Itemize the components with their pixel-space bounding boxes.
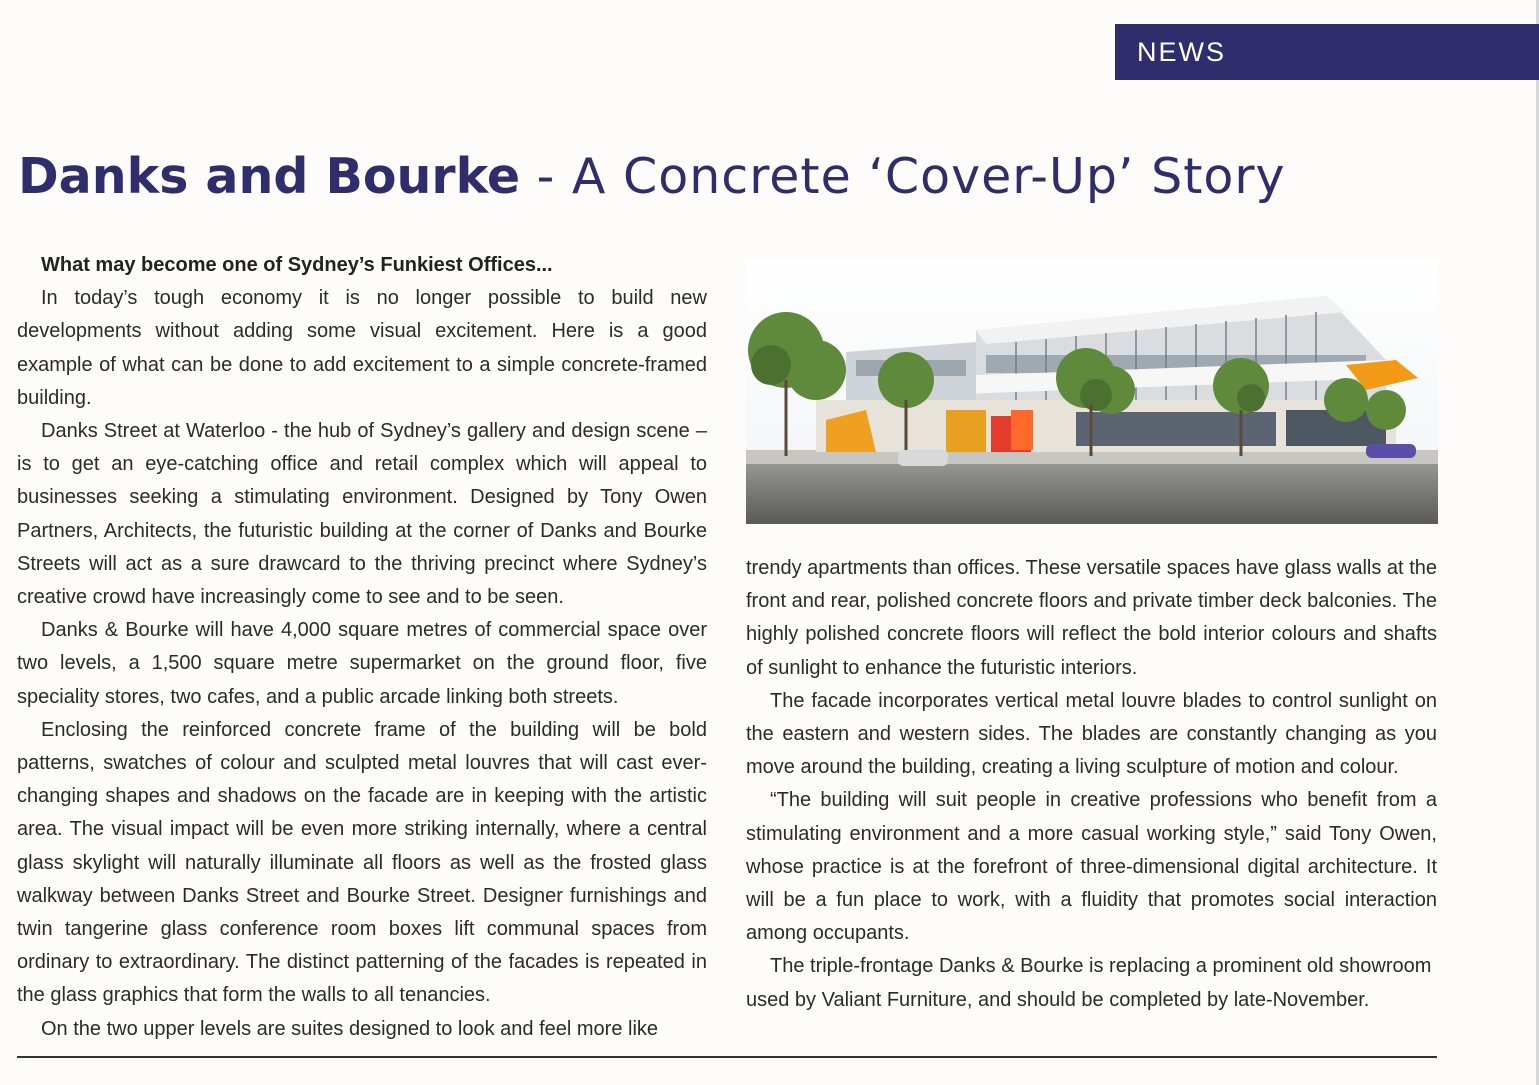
article-paragraph: Danks Street at Waterloo - the hub of Sydney’s gallery and design scene – is to get an eye-catching office and retail complex which will appeal to businesses seeking a stimulating environment. Designed by Tony Owen Partners, Architects, the futuristic building at the corner of Danks and Bourke Streets will act as a sure drawcard to the thriving precinct where Sydney’s creative crowd have increasingly come to see and to be seen. [17,420,707,609]
section-tab-news [1115,24,1539,80]
headline-light: - A Concrete ‘Cover-Up’ Story [520,148,1286,205]
article-paragraph: In today’s tough economy it is no longer possible to build new developments without adding some visual excitement. Here is a good example of what can be done to add excitement to a simple concrete-framed building. [17,287,707,409]
article-column-left [17,249,707,1046]
article-paragraph: “The building will suit people in creative professions who benefit from a stimulating environment and a more casual working style,” said Tony Owen, whose practice is at the forefront of three-dimensional digital architecture. It will be a fun place to work, with a fluidity that promotes social interaction among occupants. [746,789,1437,945]
building-rendering-image [746,260,1438,524]
article-paragraph: On the two upper levels are suites designed to look and feel more like [41,1017,659,1040]
article-paragraph: The facade incorporates vertical metal louvre blades to control sunlight on the eastern and western sides. The blades are constantly changing as you move around the building, creating a living sculpture of motion and colour. [746,689,1437,779]
article-paragraph: The triple-frontage Danks & Bourke is replacing a prominent old showroom used by Valiant Furniture, and should be completed by late-November. [746,955,1432,1011]
article-paragraph: Danks & Bourke will have 4,000 square metres of commercial space over two levels, a 1,500 square metre supermarket on the ground floor, five speciality stores, two cafes, and a public arcade linking both streets. [17,619,707,708]
article-headline [18,148,1458,205]
article-column-right [746,552,1437,1017]
headline-bold: Danks and Bourke [18,148,521,205]
article-paragraph: trendy apartments than offices. These versatile spaces have glass walls at the front and rear, polished concrete floors and private timber deck balconies. The highly polished concrete floors will reflect the bold interior colours and shafts of sunlight to enhance the futuristic interiors. [746,557,1437,679]
bottom-rule [17,1056,1437,1058]
article-kicker: What may become one of Sydney’s Funkiest Offices... [41,254,553,276]
section-tab-label: NEWS [1137,36,1226,67]
article-paragraph: Enclosing the reinforced concrete frame of the building will be bold patterns, swatches of colour and sculpted metal louvres that will cast ever-changing shapes and shadows on the facade are in keeping with the artistic area. The visual impact will be even more striking internally, where a central glass skylight will naturally illuminate all floors as well as the frosted glass walkway between Danks Street and Bourke Street. Designer furnishings and twin tangerine glass conference room boxes lift communal spaces from ordinary to extraordinary. The distinct patterning of the facades is repeated in the glass graphics that form the walls to all tenancies. [17,718,707,1007]
